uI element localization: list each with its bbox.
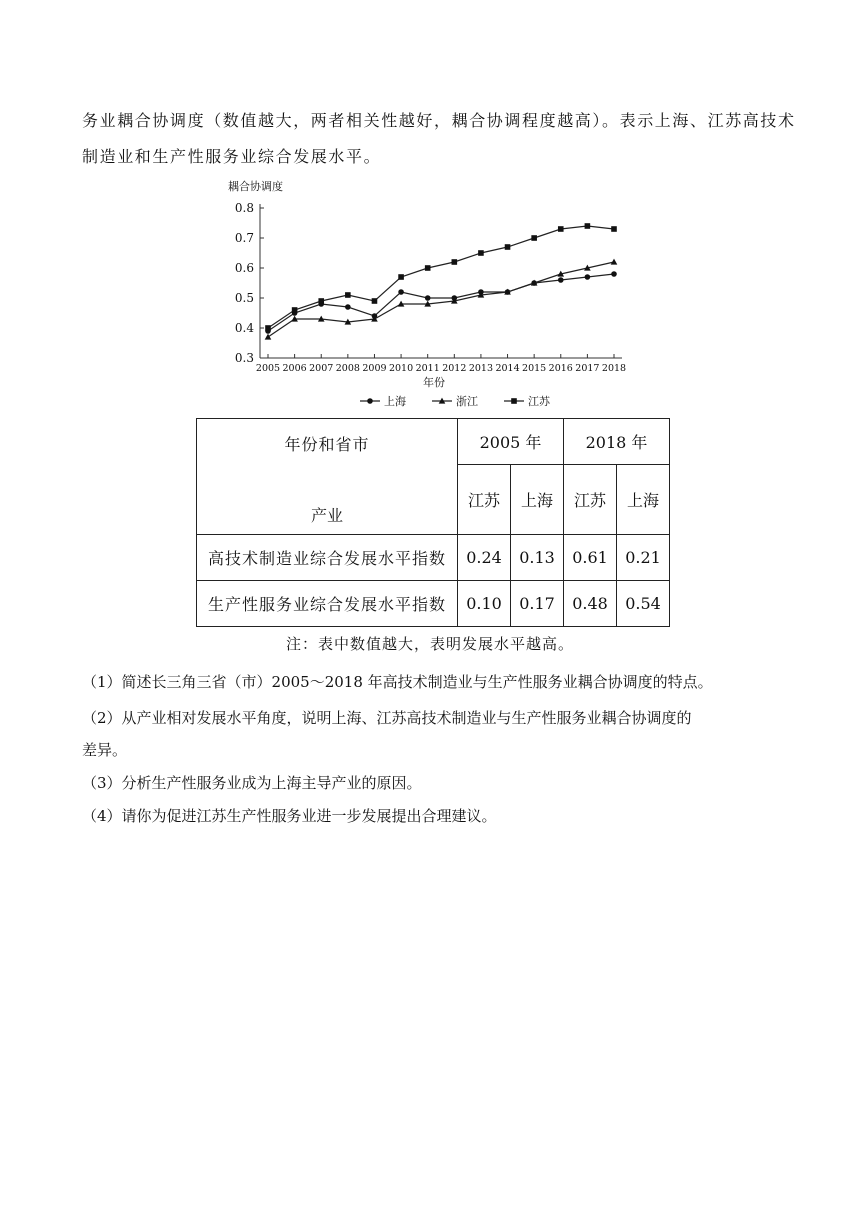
- y-tick-label: 0.7: [234, 231, 254, 245]
- y-tick-label: 0.6: [234, 261, 254, 275]
- question-2-line1: （2）从产业相对发展水平角度，说明上海、江苏高技术制造业与生产性服务业耦合协调度的: [82, 709, 692, 727]
- data-point: [585, 274, 591, 280]
- data-point: [425, 265, 431, 271]
- table-cell: 0.10: [458, 581, 511, 627]
- x-tick-label: 2010: [388, 363, 414, 374]
- data-point: [478, 250, 484, 256]
- data-point: [345, 292, 351, 298]
- table-note: 注：表中数值越大，表明发展水平越高。: [285, 635, 574, 653]
- data-point: [558, 277, 564, 283]
- intro-text-line1: 务业耦合协调度（数值越大，两者相关性越好，耦合协调程度越高）。表示上海、江苏高技术: [82, 111, 796, 130]
- x-tick-label: 2007: [309, 363, 334, 374]
- data-point: [398, 289, 404, 295]
- table-col-shanghai-2018: 上海: [617, 465, 670, 535]
- question-1: （1）简述长三角三省（市）2005～2018 年高技术制造业与生产性服务业耦合协调度的特点。: [82, 673, 713, 691]
- legend-label: 浙江: [456, 395, 478, 408]
- question-4: （4）请你为促进江苏生产性服务业进一步发展提出合理建议。: [82, 807, 497, 825]
- x-axis: [256, 354, 626, 374]
- table-cell: 0.61: [564, 535, 617, 581]
- data-point: [611, 259, 618, 265]
- table-corner-header: [197, 419, 458, 535]
- table-row: [197, 581, 670, 627]
- chart-legend: [360, 394, 551, 408]
- table-cell: 0.54: [617, 581, 670, 627]
- table-col-jiangsu-2005: 江苏: [458, 465, 511, 535]
- table-cell: 0.24: [458, 535, 511, 581]
- data-point: [531, 235, 537, 241]
- table-cell: 0.13: [511, 535, 564, 581]
- x-tick-label: 2012: [442, 363, 467, 374]
- question-3: （3）分析生产性服务业成为上海主导产业的原因。: [82, 774, 422, 792]
- y-tick-label: 0.5: [234, 291, 254, 305]
- table-header-year-province: 年份和省市: [284, 435, 370, 454]
- data-point: [452, 259, 458, 265]
- x-tick-label: 2018: [601, 363, 627, 374]
- x-tick-label: 2014: [495, 363, 520, 374]
- coupling-chart: [222, 176, 642, 416]
- row-label: 生产性服务业综合发展水平指数: [197, 581, 458, 627]
- legend-marker: [367, 398, 373, 404]
- data-point: [372, 298, 378, 304]
- x-tick-label: 2008: [335, 363, 360, 374]
- question-2-line2: 差异。: [82, 741, 128, 759]
- data-point: [558, 226, 564, 232]
- table-cell: 0.17: [511, 581, 564, 627]
- legend-marker: [511, 398, 517, 404]
- series-line: [268, 226, 614, 328]
- data-point: [611, 271, 617, 277]
- data-point: [505, 244, 511, 250]
- x-tick-label: 2013: [468, 363, 494, 374]
- data-point: [425, 295, 431, 301]
- table-header-industry: 产业: [310, 506, 343, 525]
- data-point: [318, 298, 324, 304]
- series-triangle: [265, 259, 618, 340]
- x-tick-label: 2017: [575, 363, 600, 374]
- data-point: [611, 226, 617, 232]
- table-cell: 0.21: [617, 535, 670, 581]
- data-point: [292, 307, 298, 313]
- legend-label: 上海: [384, 395, 406, 408]
- y-tick-label: 0.3: [234, 351, 254, 365]
- data-point: [265, 325, 271, 331]
- y-axis-label: 耦合协调度: [228, 180, 283, 193]
- table-col-jiangsu-2018: 江苏: [564, 465, 617, 535]
- table-cell: 0.48: [564, 581, 617, 627]
- data-point: [398, 274, 404, 280]
- legend-label: 江苏: [528, 395, 550, 408]
- x-tick-label: 2016: [548, 363, 573, 374]
- series-layer: [265, 223, 618, 339]
- y-axis: [235, 201, 264, 365]
- x-axis-label: 年份: [423, 376, 445, 389]
- x-tick-label: 2005: [255, 363, 281, 374]
- data-point: [345, 304, 351, 310]
- data-point: [585, 223, 591, 229]
- intro-text-line2: 制造业和生产性服务业综合发展水平。: [82, 147, 382, 166]
- index-table: [196, 418, 670, 627]
- table-year-2005: 2005 年: [458, 419, 564, 465]
- data-point: [265, 334, 272, 340]
- y-tick-label: 0.8: [234, 201, 254, 215]
- x-tick-label: 2006: [282, 363, 307, 374]
- table-year-2018: 2018 年: [564, 419, 670, 465]
- row-label: 高技术制造业综合发展水平指数: [197, 535, 458, 581]
- table-col-shanghai-2005: 上海: [511, 465, 564, 535]
- x-tick-label: 2009: [362, 363, 387, 374]
- y-tick-label: 0.4: [234, 321, 254, 335]
- series-square: [265, 223, 617, 331]
- x-tick-label: 2011: [415, 363, 440, 374]
- x-tick-label: 2015: [522, 363, 547, 374]
- table-row: [197, 535, 670, 581]
